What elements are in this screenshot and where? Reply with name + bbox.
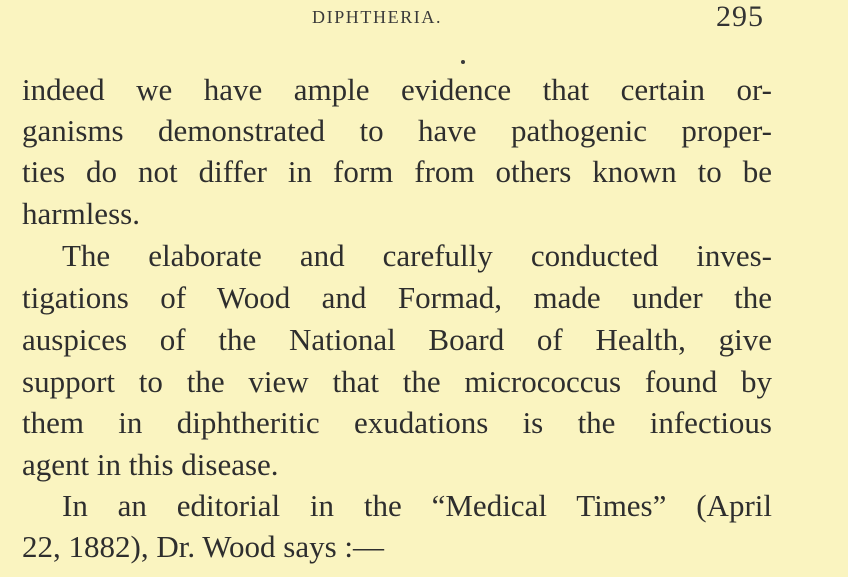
text-line: harmless.: [22, 196, 140, 231]
text-line: auspices of the National Board of Health, give: [22, 322, 772, 357]
page-number: 295: [716, 0, 764, 33]
text-line: In an editorial in the “Medical Times” (April: [62, 488, 772, 523]
text-line: them in diphtheritic exudations is the infectious: [22, 405, 772, 440]
text-line: ganisms demonstrated to have pathogenic proper-: [22, 113, 772, 148]
text-line: agent in this disease.: [22, 447, 279, 482]
printer-dot-mark: [461, 60, 465, 64]
text-line: support to the view that the micrococcus found by: [22, 364, 772, 399]
text-line: tigations of Wood and Formad, made under the: [22, 280, 772, 315]
text-line: indeed we have ample evidence that certain or-: [22, 72, 772, 107]
text-line: The elaborate and carefully conducted inves-: [62, 238, 772, 273]
running-head: DIPHTHERIA.: [312, 7, 443, 27]
text-line: 22, 1882), Dr. Wood says :—: [22, 529, 385, 564]
page-header: [0, 0, 848, 50]
text-line: ties do not differ in form from others known to be: [22, 154, 772, 189]
